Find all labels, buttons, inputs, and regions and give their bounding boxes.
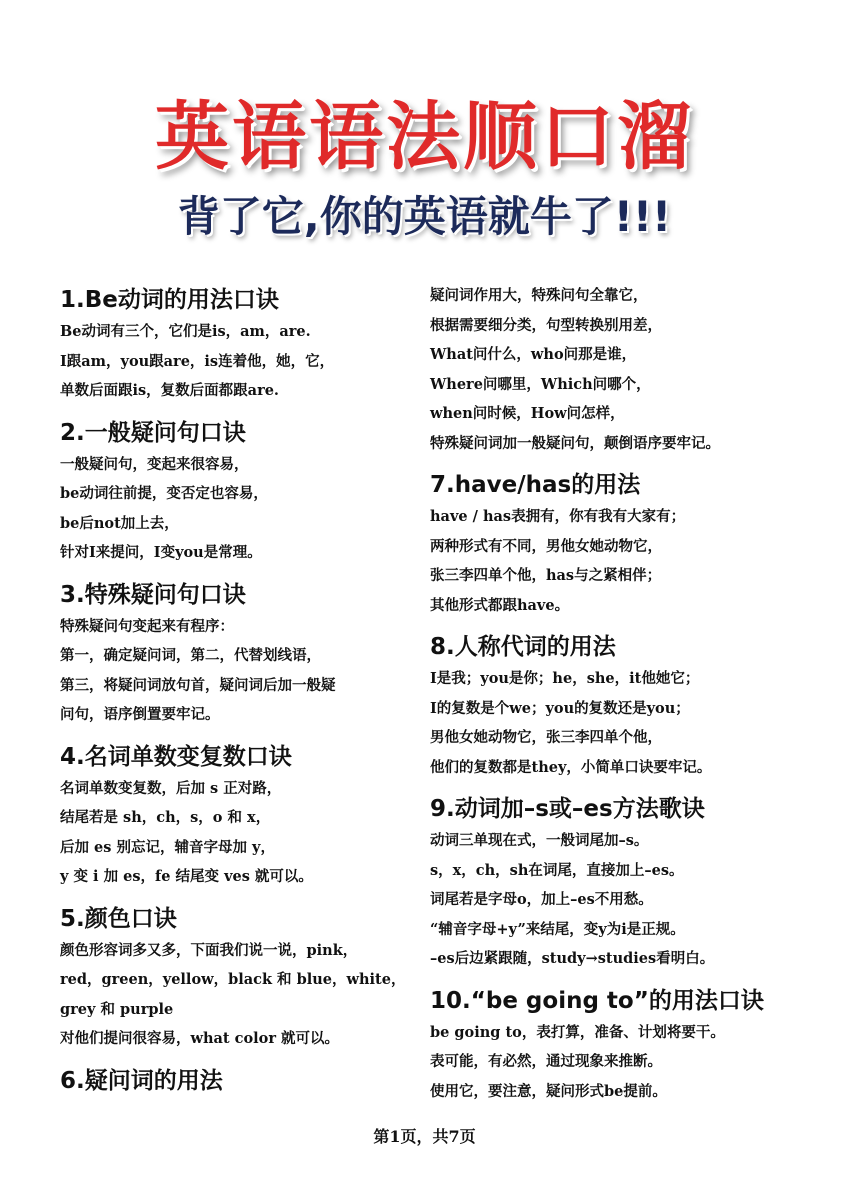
section-line: 使用它，要注意，疑问形式be提前。 [430,1082,667,1100]
section-line: 动词三单现在式，一般词尾加–s。 [430,832,649,849]
section-line: 对他们提问很容易，what color 就可以。 [60,1030,340,1047]
section-line: 特殊疑问词加一般疑问句，颠倒语序要牢记。 [430,434,720,452]
section-line: 第三，将疑问词放句首，疑问词后加一般疑 [60,676,336,694]
section-heading: 1.Be动词的用法口诀 [60,287,279,313]
section-line: 问句，语序倒置要牢记。 [60,706,220,723]
section-heading: 3.特殊疑问句口诀 [60,581,246,608]
section-line: 男他女她动物它，张三李四单个他， [430,729,662,746]
section-line: What问什么，who问那是谁， [430,346,637,363]
page-title: 英语语法顺口溜 [155,94,694,180]
section-line: 他们的复数都是they，小简单口诀要牢记。 [430,758,712,776]
section-line: s，x，ch，sh在词尾，直接加上–es。 [430,861,684,879]
section-plural-nouns [60,740,424,892]
section-be-verb [60,283,424,406]
section-line: I的复数是个we；you的复数还是you； [430,699,690,717]
section-heading: 2.一般疑问句口诀 [60,419,246,446]
section-line: be动词往前提，变否定也容易， [60,485,268,502]
section-line: 两种形式有不同，男他女她动物它， [430,537,662,555]
page-subtitle: 背了它,你的英语就牛了!!! [177,192,672,241]
section-verb-s-es [430,792,840,974]
section-line: 表可能，有必然，通过现象来推断。 [430,1053,662,1070]
section-line: I跟am，you跟are，is连着他，她，它， [60,352,335,370]
section-wh-question [60,578,424,730]
section-line: 张三李四单个他，has与之紧相伴； [430,567,662,584]
section-heading: 8.人称代词的用法 [430,634,616,660]
section-line: Where问哪里，Which问哪个， [430,375,651,393]
section-heading: 7.have/has的用法 [430,472,641,498]
section-line: Be动词有三个，它们是is，am，are. [60,323,311,340]
section-line: be后not加上去， [60,514,179,532]
section-line: –es后边紧跟随，study→studies看明白。 [430,950,715,967]
section-line: 其他形式都跟have。 [430,596,570,614]
section-line: 针对I来提问，I变you是常理。 [60,544,262,561]
section-heading: 10.“be going to”的用法口诀 [430,987,764,1014]
section-colors [60,902,424,1054]
section-heading: 4.名词单数变复数口诀 [60,743,292,770]
section-line: grey 和 purple [60,1000,174,1018]
section-line: 词尾若是字母o，加上–es不用愁。 [430,891,653,908]
section-line: be going to，表打算，准备、计划将要干。 [430,1023,725,1041]
section-line: y 变 i 加 es，fe 结尾变 ves 就可以。 [60,868,313,885]
section-line: red，green，yellow，black 和 blue，white， [60,971,406,988]
section-heading: 6.疑问词的用法 [60,1067,223,1094]
section-be-going-to [430,984,840,1107]
section-line: 特殊疑问句变起来有程序： [60,617,234,635]
section-heading: 5.颜色口诀 [60,905,177,932]
section-line: 颜色形容词多又多，下面我们说一说，pink， [60,941,358,959]
section-line: have / has表拥有，你有我有大家有； [430,508,686,525]
section-line: 第一，确定疑问词，第二，代替划线语， [60,647,321,664]
right-column [430,281,840,1116]
section-line: 名词单数变复数，后加 s 正对路， [60,779,282,797]
section-line: 疑问词作用大，特殊问句全靠它， [430,287,648,304]
section-line: 后加 es 别忘记，辅音字母加 y， [60,838,275,856]
section-line: 一般疑问句，变起来很容易， [60,455,249,473]
section-line: 结尾若是 sh，ch，s，o 和 x， [60,809,271,826]
section-line: 单数后面跟is，复数后面都跟are. [60,382,279,399]
section-line: when问时候，How问怎样， [430,405,625,422]
left-column [60,283,424,1108]
section-heading: 9.动词加–s或–es方法歌诀 [430,796,705,822]
section-question-words [60,1064,424,1098]
section-line: I是我；you是你；he，she，it他她它； [430,670,700,687]
section-have-has [430,468,840,620]
section-question-words-continued [430,281,840,458]
page-number: 第1页，共7页 [373,1127,476,1146]
section-yes-no-question [60,416,424,568]
section-personal-pronouns [430,630,840,782]
section-line: 根据需要细分类，句型转换别用差， [430,316,662,334]
section-line: “辅音字母+y”来结尾，变y为i是正规。 [430,920,685,938]
